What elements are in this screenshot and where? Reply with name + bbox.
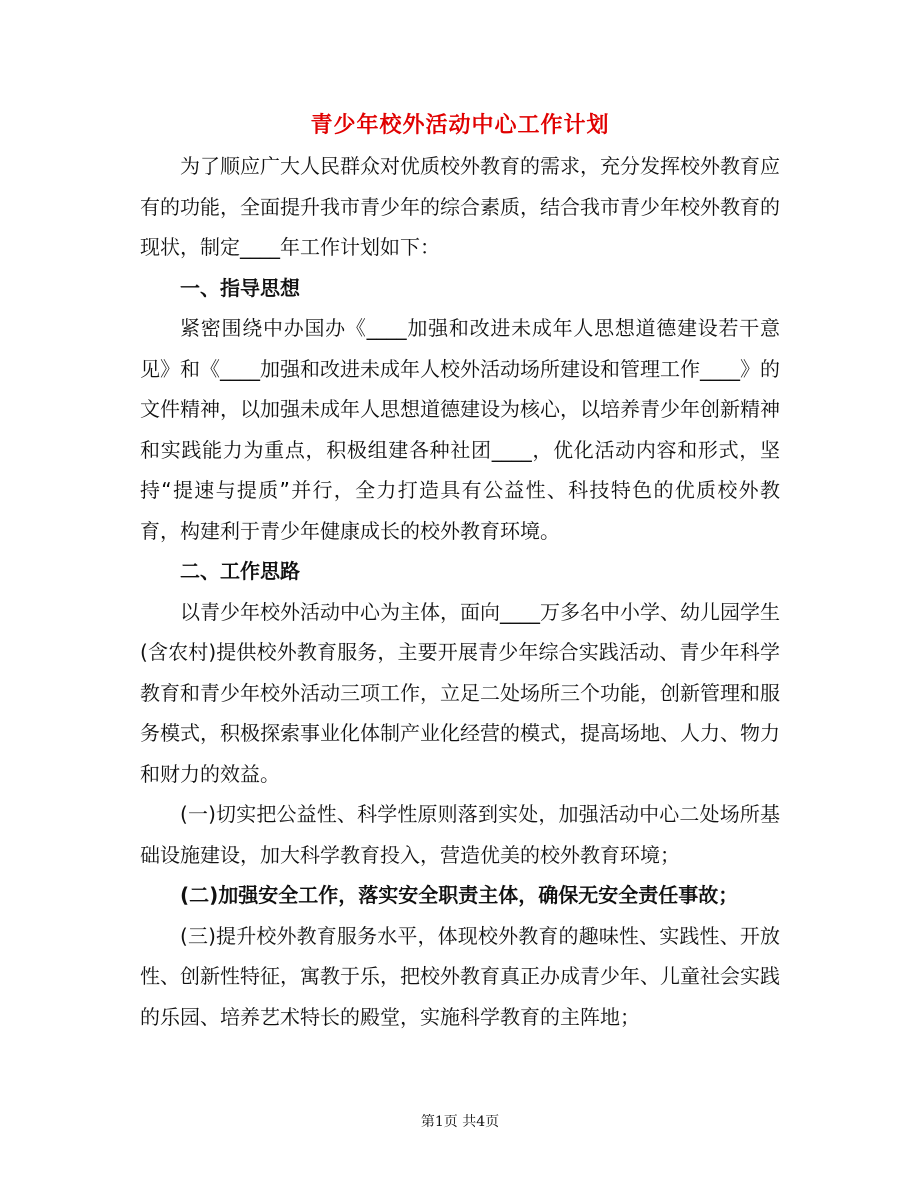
guiding-ideology-paragraph: 紧密围绕中办国办《____加强和改进未成年人思想道德建设若干意见》和《____加强和改进未成年人校外活动场所建设和管理工作____》的文件精神，以加强未成年人思想道德建设为核心，以培养青少年创新精神和实践能力为重点，积极组建各种社团____，优化活动内容和形式，坚持“提速与提质”并行，全力打造具有公益性、科技特色的优质校外教育，构建利于青少年健康成长的校外教育环境。 bbox=[140, 316, 780, 543]
item-1-paragraph: (一)切实把公益性、科学性原则落到实处，加强活动中心二处场所基础设施建设，加大科学教育投入，营造优美的校外教育环境； bbox=[140, 802, 780, 867]
intro-paragraph: 为了顺应广大人民群众对优质校外教育的需求，充分发挥校外教育应有的功能，全面提升我市青少年的综合素质，结合我市青少年校外教育的现状，制定____年工作计划如下： bbox=[140, 154, 780, 259]
document-body bbox=[140, 146, 780, 1037]
item-2-paragraph: (二)加强安全工作，落实安全职责主体，确保无安全责任事故； bbox=[180, 883, 739, 907]
item-3-paragraph: (三)提升校外教育服务水平，体现校外教育的趣味性、实践性、开放性、创新性特征，寓教于乐，把校外教育真正办成青少年、儿童社会实践的乐园、培养艺术特长的殿堂，实施科学教育的主阵地； bbox=[140, 923, 780, 1029]
page-number-footer: 第1页 共4页 bbox=[420, 1114, 500, 1130]
work-approach-paragraph: 以青少年校外活动中心为主体，面向____万多名中小学、幼儿园学生(含农村)提供校外教育服务，主要开展青少年综合实践活动、青少年科学教育和青少年校外活动三项工作，立足二处场所三个功能，创新管理和服务模式，积极探索事业化体制产业化经营的模式，提高场地、人力、物力和财力的效益。 bbox=[140, 599, 780, 786]
section-heading-guiding-ideology: 一、指导思想 bbox=[180, 275, 300, 300]
document-title: 青少年校外活动中心工作计划 bbox=[310, 113, 610, 138]
section-heading-work-approach: 二、工作思路 bbox=[180, 559, 300, 583]
